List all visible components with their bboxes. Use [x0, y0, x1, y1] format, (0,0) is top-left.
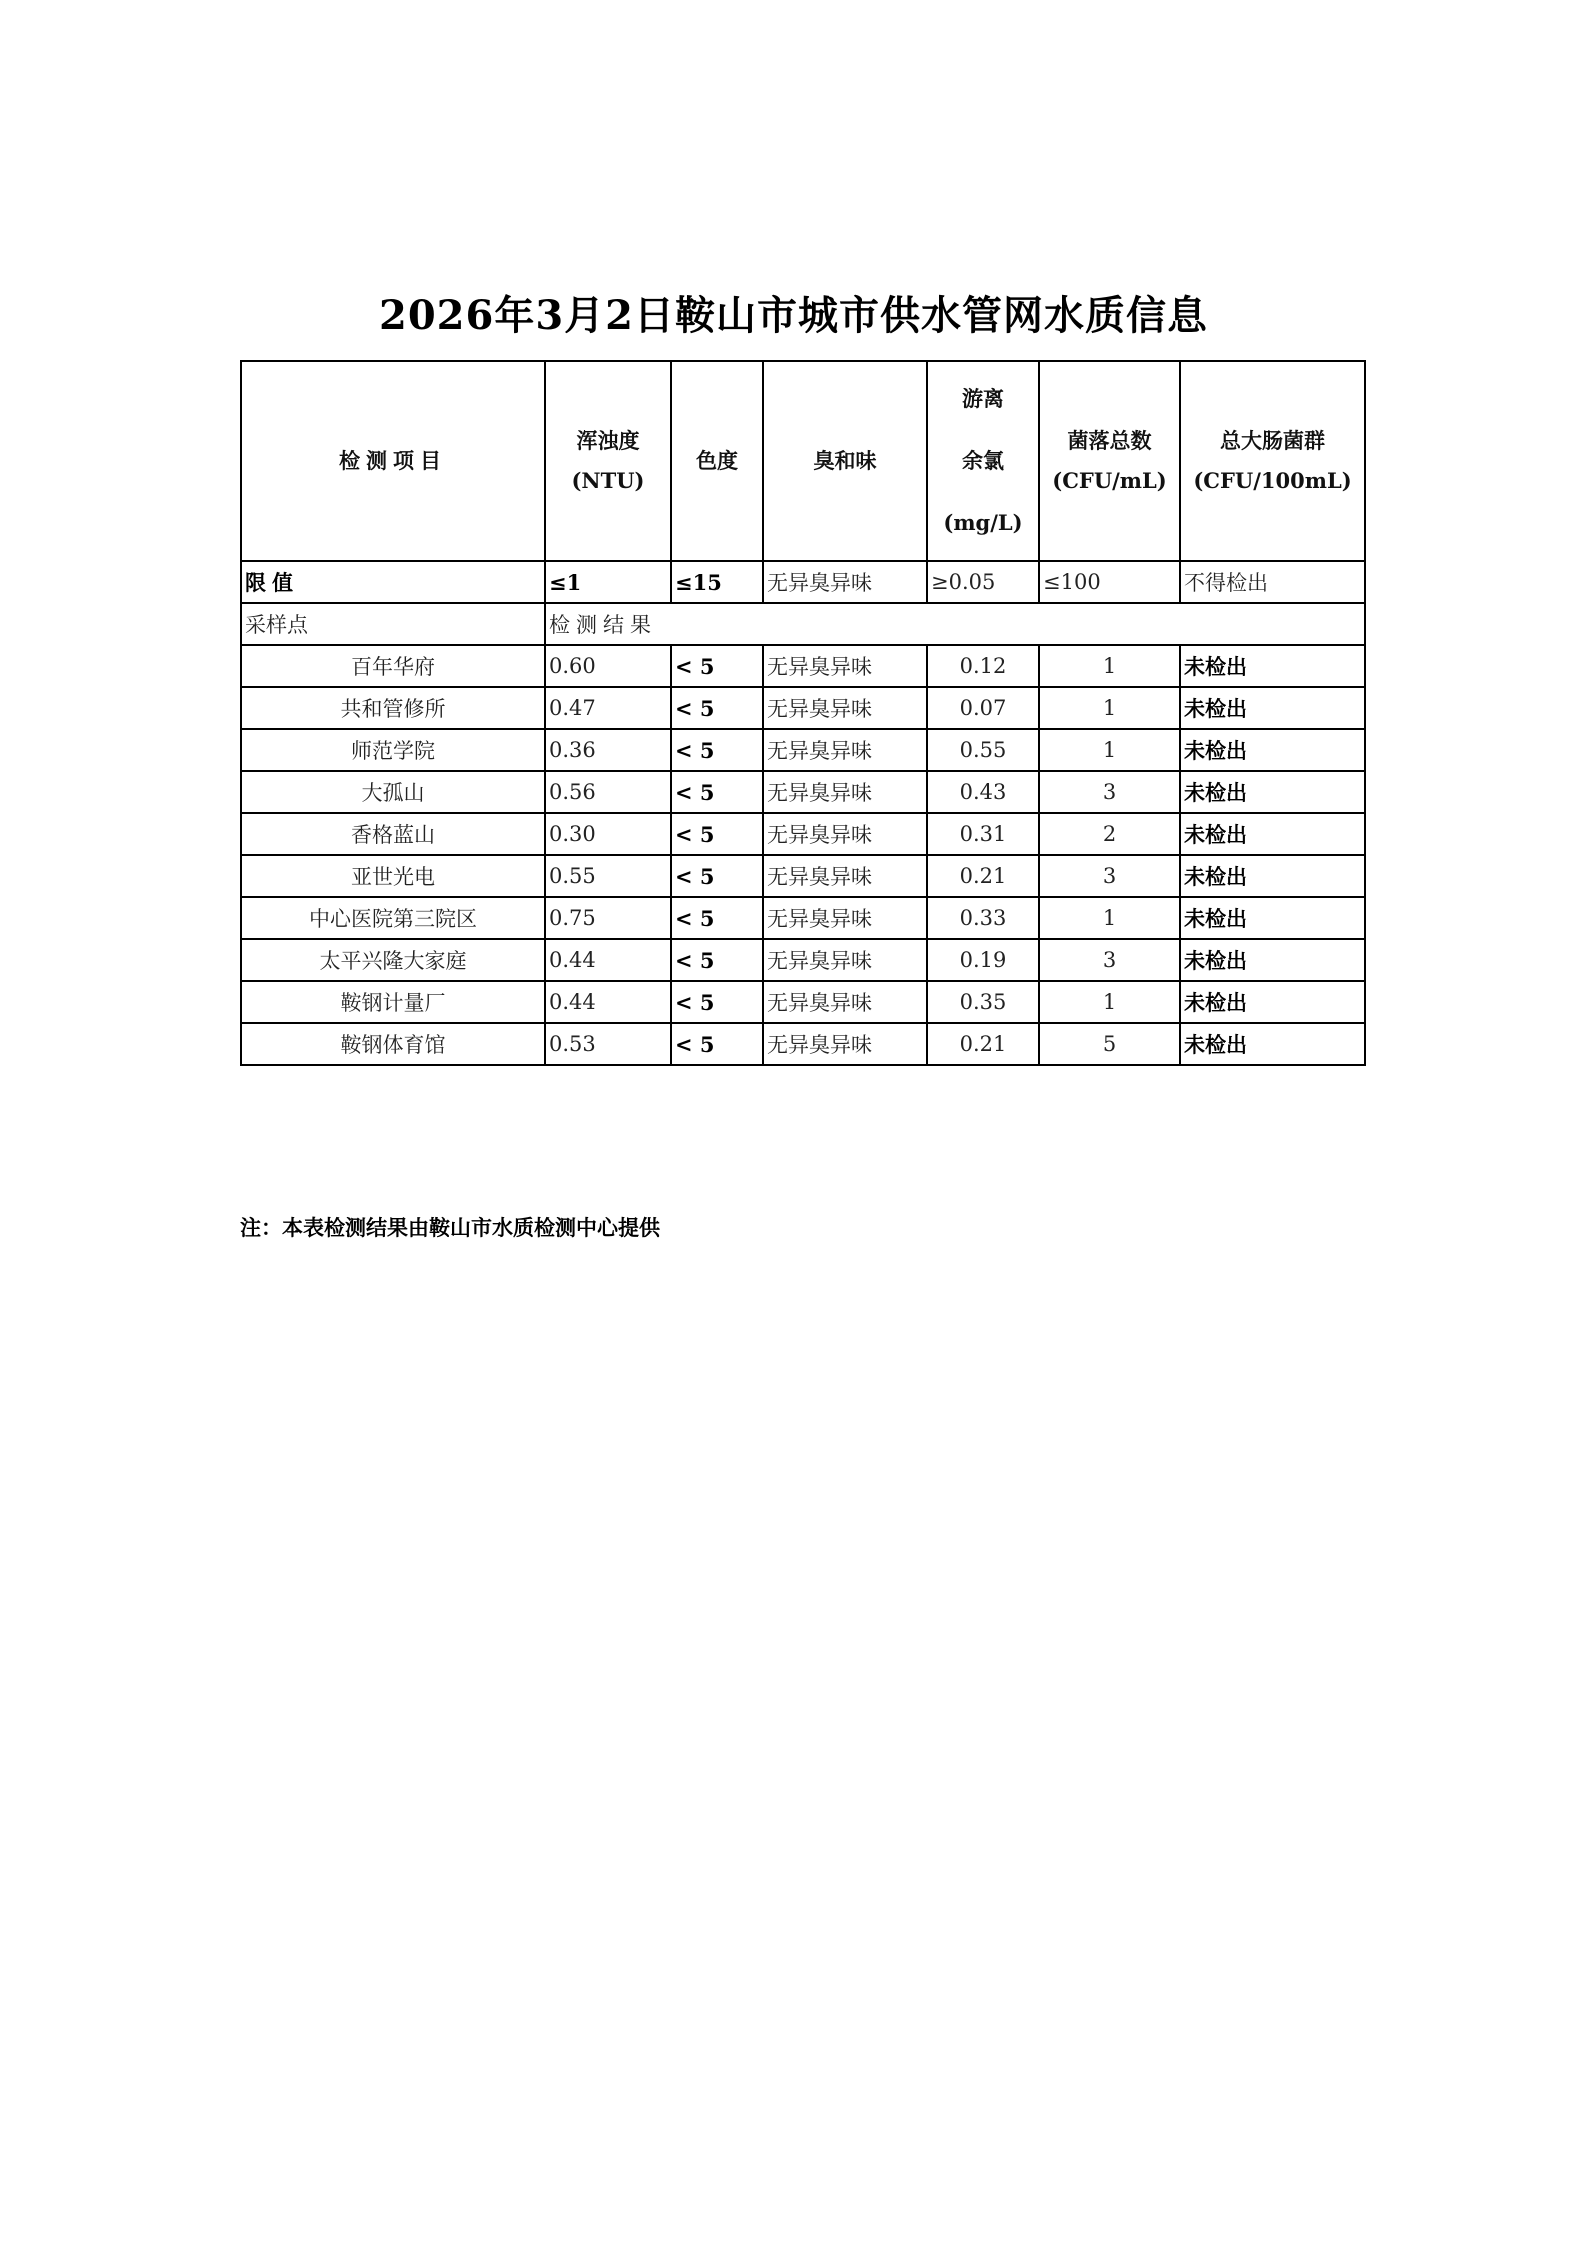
- turbidity-cell: 0.56: [545, 771, 671, 813]
- chlorine-cell: 0.43: [927, 771, 1039, 813]
- turbidity-cell: 0.53: [545, 1023, 671, 1065]
- coliform-cell: 未检出: [1180, 855, 1365, 897]
- header-colony-label: 菌落总数: [1067, 428, 1152, 454]
- turbidity-cell: 0.30: [545, 813, 671, 855]
- odor-cell: 无异臭异味: [763, 1023, 927, 1065]
- turbidity-cell: 0.47: [545, 687, 671, 729]
- header-coliform-unit: (CFU/100mL): [1193, 468, 1352, 493]
- header-chlorine: [927, 361, 1039, 561]
- odor-cell: 无异臭异味: [763, 687, 927, 729]
- header-colony-unit: (CFU/mL): [1052, 468, 1167, 493]
- coliform-cell: 未检出: [1180, 1023, 1365, 1065]
- header-chlorine-label-1: 游离: [962, 386, 1004, 412]
- limit-colony: ≤100: [1039, 561, 1180, 603]
- header-item: [241, 361, 545, 561]
- colony-cell: 5: [1039, 1023, 1180, 1065]
- color-cell: < 5: [671, 645, 763, 687]
- section-row: [241, 603, 1365, 645]
- color-cell: < 5: [671, 1023, 763, 1065]
- color-cell: < 5: [671, 981, 763, 1023]
- limit-chlorine: ≥0.05: [927, 561, 1039, 603]
- footnote: 注：本表检测结果由鞍山市水质检测中心提供: [240, 1215, 660, 1240]
- chlorine-cell: 0.35: [927, 981, 1039, 1023]
- chlorine-cell: 0.21: [927, 1023, 1039, 1065]
- header-color: [671, 361, 763, 561]
- limit-odor: 无异臭异味: [763, 561, 927, 603]
- color-cell: < 5: [671, 855, 763, 897]
- turbidity-cell: 0.55: [545, 855, 671, 897]
- turbidity-cell: 0.36: [545, 729, 671, 771]
- site-label: 采样点: [241, 603, 545, 645]
- turbidity-cell: 0.75: [545, 897, 671, 939]
- site-cell: 师范学院: [241, 729, 545, 771]
- table-row: [241, 771, 1365, 813]
- odor-cell: 无异臭异味: [763, 939, 927, 981]
- odor-cell: 无异臭异味: [763, 897, 927, 939]
- colony-cell: 1: [1039, 645, 1180, 687]
- odor-cell: 无异臭异味: [763, 855, 927, 897]
- chlorine-cell: 0.07: [927, 687, 1039, 729]
- color-cell: < 5: [671, 939, 763, 981]
- header-turbidity: [545, 361, 671, 561]
- header-odor: [763, 361, 927, 561]
- header-colony: [1039, 361, 1180, 561]
- turbidity-cell: 0.44: [545, 981, 671, 1023]
- chlorine-cell: 0.55: [927, 729, 1039, 771]
- coliform-cell: 未检出: [1180, 981, 1365, 1023]
- site-cell: 鞍钢计量厂: [241, 981, 545, 1023]
- header-odor-label: 臭和味: [813, 448, 877, 474]
- color-cell: < 5: [671, 897, 763, 939]
- table-row: [241, 687, 1365, 729]
- table-row: [241, 981, 1365, 1023]
- color-cell: < 5: [671, 729, 763, 771]
- water-quality-table: [240, 360, 1366, 1066]
- coliform-cell: 未检出: [1180, 771, 1365, 813]
- site-cell: 太平兴隆大家庭: [241, 939, 545, 981]
- result-label-text: 检测结果: [549, 613, 657, 637]
- result-label: [545, 603, 1365, 645]
- coliform-cell: 未检出: [1180, 729, 1365, 771]
- header-coliform: [1180, 361, 1365, 561]
- site-cell: 百年华府: [241, 645, 545, 687]
- site-cell: 共和管修所: [241, 687, 545, 729]
- coliform-cell: 未检出: [1180, 687, 1365, 729]
- chlorine-cell: 0.33: [927, 897, 1039, 939]
- limits-row: [241, 561, 1365, 603]
- odor-cell: 无异臭异味: [763, 771, 927, 813]
- limit-coliform: 不得检出: [1180, 561, 1365, 603]
- limit-color: ≤15: [671, 561, 763, 603]
- chlorine-cell: 0.12: [927, 645, 1039, 687]
- color-cell: < 5: [671, 813, 763, 855]
- color-cell: < 5: [671, 771, 763, 813]
- colony-cell: 2: [1039, 813, 1180, 855]
- colony-cell: 1: [1039, 729, 1180, 771]
- header-color-label: 色度: [696, 448, 738, 474]
- colony-cell: 3: [1039, 855, 1180, 897]
- coliform-cell: 未检出: [1180, 645, 1365, 687]
- turbidity-cell: 0.60: [545, 645, 671, 687]
- table-row: [241, 729, 1365, 771]
- colony-cell: 3: [1039, 939, 1180, 981]
- odor-cell: 无异臭异味: [763, 729, 927, 771]
- table-body: [241, 361, 1365, 1065]
- header-chlorine-label-2: 余氯: [962, 448, 1004, 474]
- chlorine-cell: 0.19: [927, 939, 1039, 981]
- header-turbidity-label: 浑浊度: [576, 428, 640, 454]
- odor-cell: 无异臭异味: [763, 645, 927, 687]
- header-coliform-label: 总大肠菌群: [1220, 428, 1325, 454]
- turbidity-cell: 0.44: [545, 939, 671, 981]
- table-row: [241, 939, 1365, 981]
- chlorine-cell: 0.31: [927, 813, 1039, 855]
- page-title: 2026年3月2日鞍山市城市供水管网水质信息: [379, 292, 1208, 339]
- colony-cell: 1: [1039, 981, 1180, 1023]
- chlorine-cell: 0.21: [927, 855, 1039, 897]
- header-chlorine-unit: (mg/L): [943, 509, 1023, 535]
- table-row: [241, 645, 1365, 687]
- coliform-cell: 未检出: [1180, 939, 1365, 981]
- color-cell: < 5: [671, 687, 763, 729]
- odor-cell: 无异臭异味: [763, 981, 927, 1023]
- header-row: [241, 361, 1365, 561]
- coliform-cell: 未检出: [1180, 813, 1365, 855]
- table-row: [241, 813, 1365, 855]
- limits-label: [241, 561, 545, 603]
- colony-cell: 1: [1039, 687, 1180, 729]
- site-cell: 亚世光电: [241, 855, 545, 897]
- table-row: [241, 897, 1365, 939]
- odor-cell: 无异臭异味: [763, 813, 927, 855]
- limits-label-text: 限值: [245, 570, 299, 595]
- header-turbidity-unit: (NTU): [571, 468, 645, 493]
- colony-cell: 3: [1039, 771, 1180, 813]
- site-cell: 中心医院第三院区: [241, 897, 545, 939]
- site-cell: 香格蓝山: [241, 813, 545, 855]
- table-row: [241, 855, 1365, 897]
- colony-cell: 1: [1039, 897, 1180, 939]
- coliform-cell: 未检出: [1180, 897, 1365, 939]
- limit-turbidity: ≤1: [545, 561, 671, 603]
- header-item-label: 检测项目: [339, 448, 447, 474]
- site-cell: 大孤山: [241, 771, 545, 813]
- site-cell: 鞍钢体育馆: [241, 1023, 545, 1065]
- table-row: [241, 1023, 1365, 1065]
